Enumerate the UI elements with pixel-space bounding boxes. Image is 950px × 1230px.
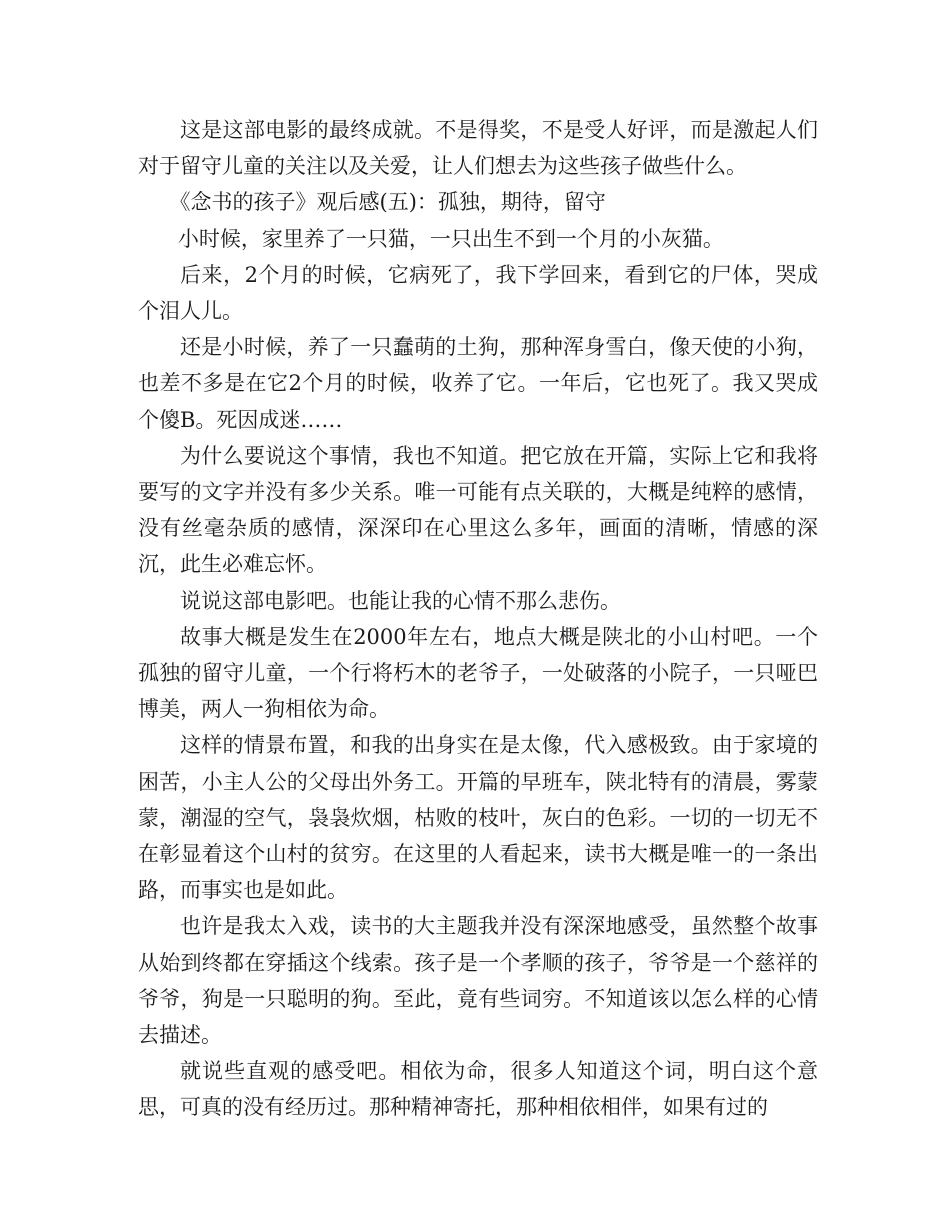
- paragraph-story: 故事大概是发生在2000年左右，地点大概是陕北的小山村吧。一个孤独的留守儿童，一个行将朽木的老爷子，一处破落的小院子，一只哑巴博美，两人一狗相依为命。: [138, 624, 818, 722]
- paragraph-why: 为什么要说这个事情，我也不知道。把它放在开篇，实际上它和我将要写的文字并没有多少关系。唯一可能有点关联的，大概是纯粹的感情，没有丝毫杂质的感情，深深印在心里这么多年，画面的清晰，情感的深沉，此生必难忘怀。: [138, 443, 818, 577]
- paragraph-cat-died: 后来，2个月的时候，它病死了，我下学回来，看到它的尸体，哭成个泪人儿。: [138, 262, 818, 324]
- paragraph-theme: 也许是我太入戏，读书的大主题我并没有深深地感受，虽然整个故事从始到终都在穿插这个线索。孩子是一个孝顺的孩子，爷爷是一个慈祥的爷爷，狗是一只聪明的狗。至此，竟有些词穷。不知道该以怎么样的心情去描述。: [138, 914, 818, 1048]
- paragraph-cat: 小时候，家里养了一只猫，一只出生不到一个月的小灰猫。: [177, 226, 724, 251]
- paragraph-dog: 还是小时候，养了一只蠢萌的土狗，那种浑身雪白，像天使的小狗，也差不多是在它2个月的时候，收养了它。一年后，它也死了。我又哭成个傻B。死因成迷……: [138, 335, 818, 432]
- paragraph-feelings: 就说些直观的感受吧。相依为命，很多人知道这个词，明白这个意思，可真的没有经历过。那种精神寄托，那种相依相伴，如果有过的: [138, 1059, 818, 1120]
- article-body: [138, 112, 818, 1126]
- paragraph-setting: 这样的情景布置，和我的出身实在是太像，代入感极致。由于家境的困苦，小主人公的父母出外务工。开篇的早班车，陕北特有的清晨，雾蒙蒙，潮湿的空气，袅袅炊烟，枯败的枝叶，灰白的色彩。一切的一切无不在彰显着这个山村的贫穷。在这里的人看起来，读书大概是唯一的一条出路，而事实也是如此。: [138, 733, 818, 903]
- paragraph-about-film: 说说这部电影吧。也能让我的心情不那么悲伤。: [180, 588, 621, 613]
- section-heading: 《念书的孩子》观后感(五)：孤独，期待，留守: [169, 190, 606, 215]
- paragraph-conclusion: 这是这部电影的最终成就。不是得奖，不是受人好评，而是激起人们对于留守儿童的关注以及关爱，让人们想去为这些孩子做些什么。: [138, 118, 818, 179]
